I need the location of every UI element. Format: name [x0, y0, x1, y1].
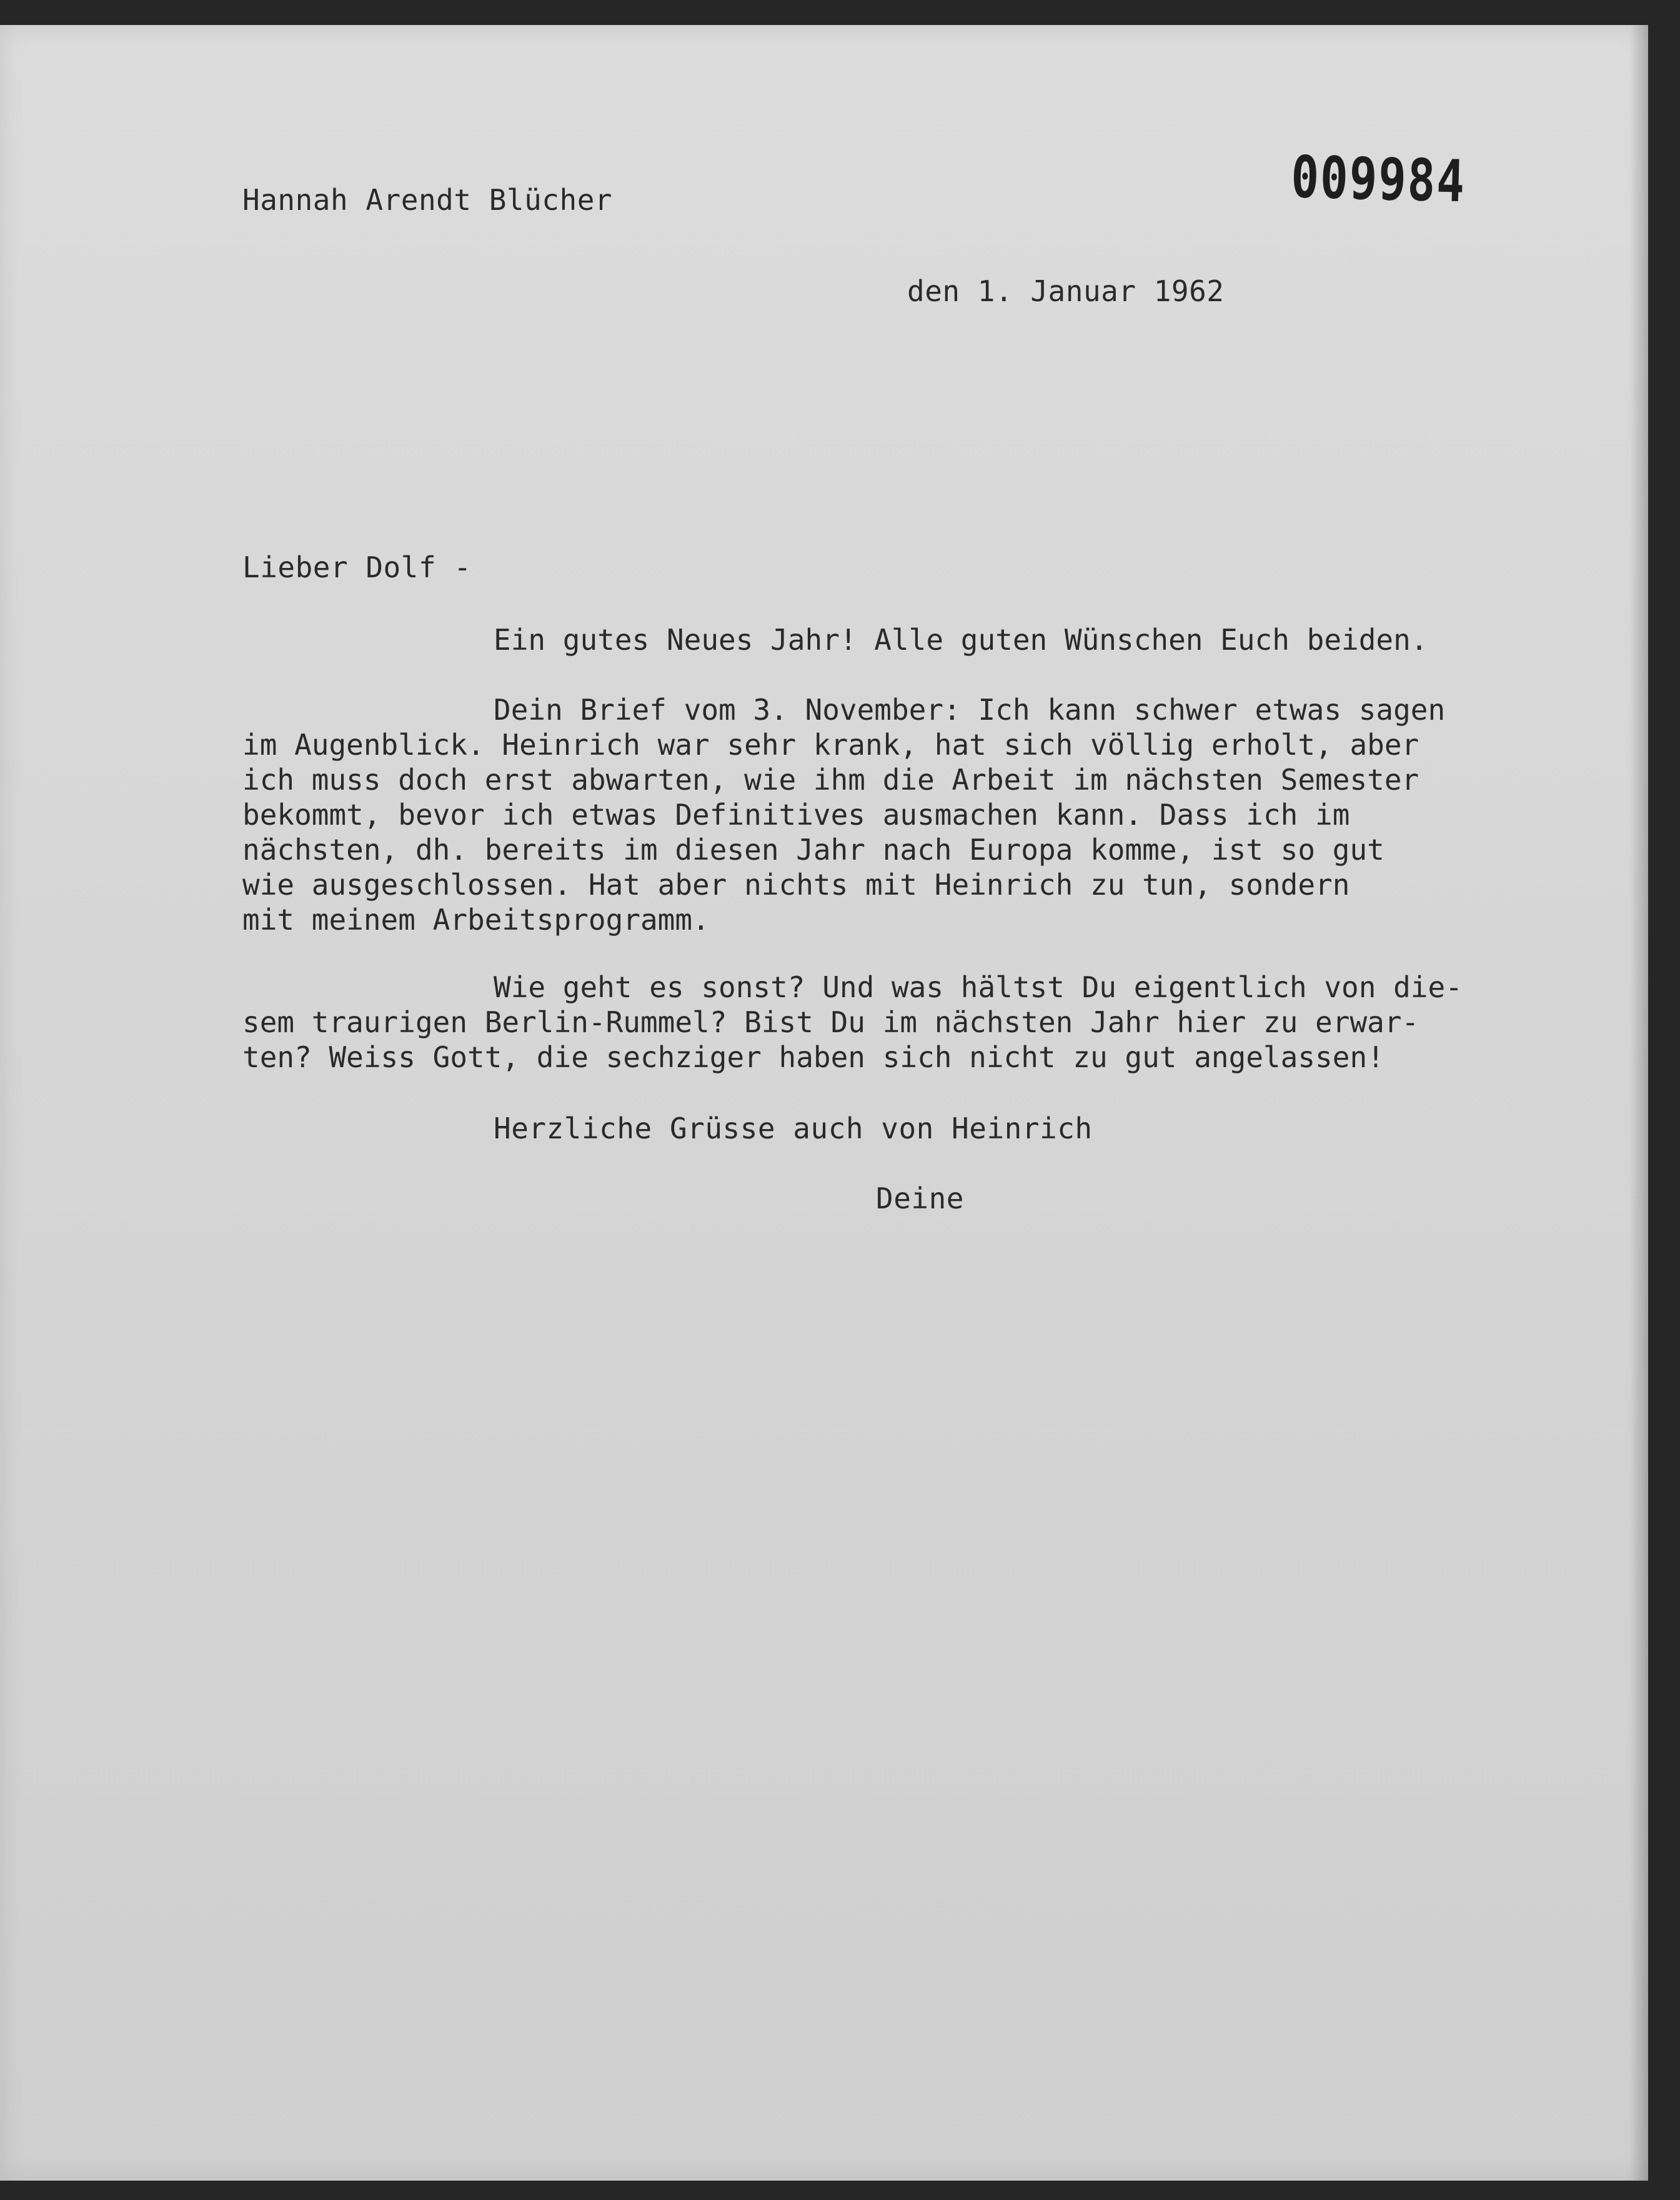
paragraph-line: nächsten, dh. bereits im diesen Jahr nach Europa komme, ist so gut — [242, 833, 1384, 867]
paragraph-line: ten? Weiss Gott, die sechziger haben sich nicht zu gut angelassen! — [242, 1040, 1384, 1074]
archive-number-stamp: 009984 — [1290, 144, 1467, 216]
paragraph-2 — [242, 692, 1579, 937]
paragraph-line: ich muss doch erst abwarten, wie ihm die Arbeit im nächsten Semester — [242, 763, 1419, 797]
paragraph-1 — [242, 622, 1579, 657]
paragraph-line: mit meinem Arbeitsprogramm. — [242, 903, 710, 937]
paragraph-line: Wie geht es sonst? Und was hältst Du eigentlich von die- — [494, 970, 1463, 1004]
paragraph-line: bekommt, bevor ich etwas Definitives ausmachen kann. Dass ich im — [242, 798, 1350, 832]
paragraph-line: Ein gutes Neues Jahr! Alle guten Wünschen Euch beiden. — [494, 623, 1428, 657]
signature-word: Deine — [876, 1182, 964, 1215]
paragraph-3 — [242, 970, 1579, 1075]
letter-paper — [0, 25, 1648, 2181]
date-line: den 1. Januar 1962 — [907, 274, 1225, 308]
paragraph-line: Dein Brief vom 3. November: Ich kann schwer etwas sagen — [494, 693, 1446, 727]
paragraph-line: sem traurigen Berlin-Rummel? Bist Du im nächsten Jahr hier zu erwar- — [242, 1005, 1419, 1039]
sender-line: Hannah Arendt Blücher — [242, 183, 613, 217]
salutation: Lieber Dolf - — [242, 550, 472, 584]
paragraph-line: wie ausgeschlossen. Hat aber nichts mit Heinrich zu tun, sondern — [242, 868, 1350, 902]
paragraph-line: im Augenblick. Heinrich war sehr krank, hat sich völlig erholt, aber — [242, 728, 1419, 762]
closing-line: Herzliche Grüsse auch von Heinrich — [494, 1112, 1093, 1145]
